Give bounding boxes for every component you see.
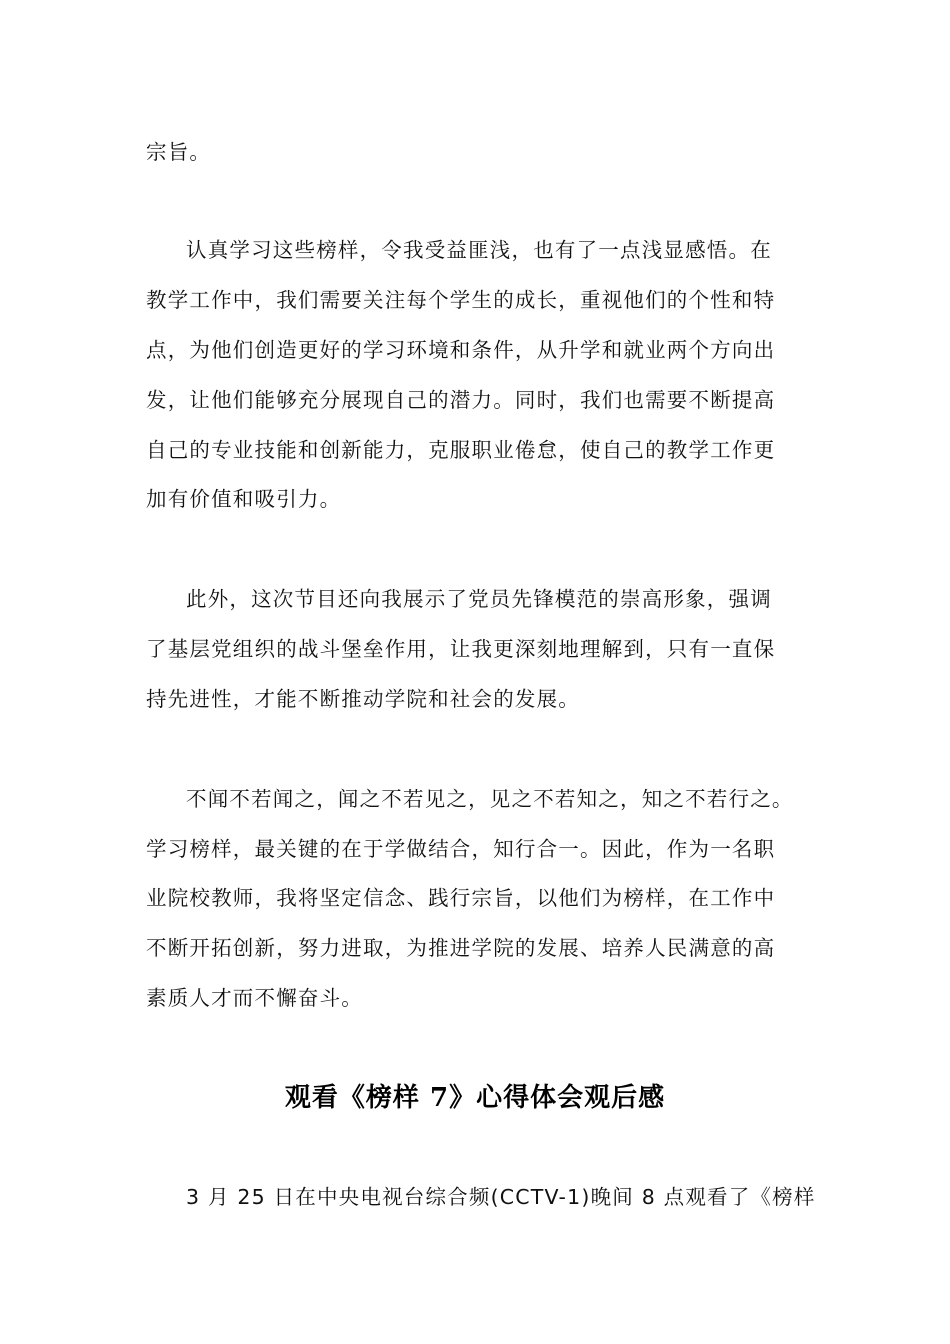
text-line: 此外，这次节目还向我展示了党员先锋模范的崇高形象，强调: [186, 587, 772, 611]
text-line: 不闻不若闻之，闻之不若见之，见之不若知之，知之不若行之。: [186, 787, 794, 811]
text-line: 认真学习这些榜样，令我受益匪浅，也有了一点浅显感悟。在: [186, 238, 772, 262]
text-line: 了基层党组织的战斗堡垒作用，让我更深刻地理解到，只有一直保: [146, 637, 776, 661]
text-line: 发，让他们能够充分展现自己的潜力。同时，我们也需要不断提高: [146, 388, 776, 412]
text-line: 宗旨。: [146, 140, 212, 164]
text-line: 加有价值和吸引力。: [146, 487, 342, 511]
text-line: 业院校教师，我将坚定信念、践行宗旨，以他们为榜样，在工作中: [146, 886, 776, 910]
text-line: 点，为他们创造更好的学习环境和条件，从升学和就业两个方向出: [146, 338, 776, 362]
text-line: 教学工作中，我们需要关注每个学生的成长，重视他们的个性和特: [146, 288, 776, 312]
text-line: 自己的专业技能和创新能力，克服职业倦怠，使自己的教学工作更: [146, 438, 776, 462]
text-line: 不断开拓创新，努力进取，为推进学院的发展、培养人民满意的高: [146, 936, 776, 960]
text-line: 素质人才而不懈奋斗。: [146, 986, 363, 1010]
text-line: 持先进性，才能不断推动学院和社会的发展。: [146, 687, 580, 711]
section-heading: 观看《榜样 7》心得体会观后感: [284, 1083, 666, 1113]
text-line: 学习榜样，最关键的在于学做结合，知行合一。因此，作为一名职: [146, 837, 776, 861]
text-line: 3 月 25 日在中央电视台综合频(CCTV-1)晚间 8 点观看了《榜样: [186, 1185, 816, 1209]
